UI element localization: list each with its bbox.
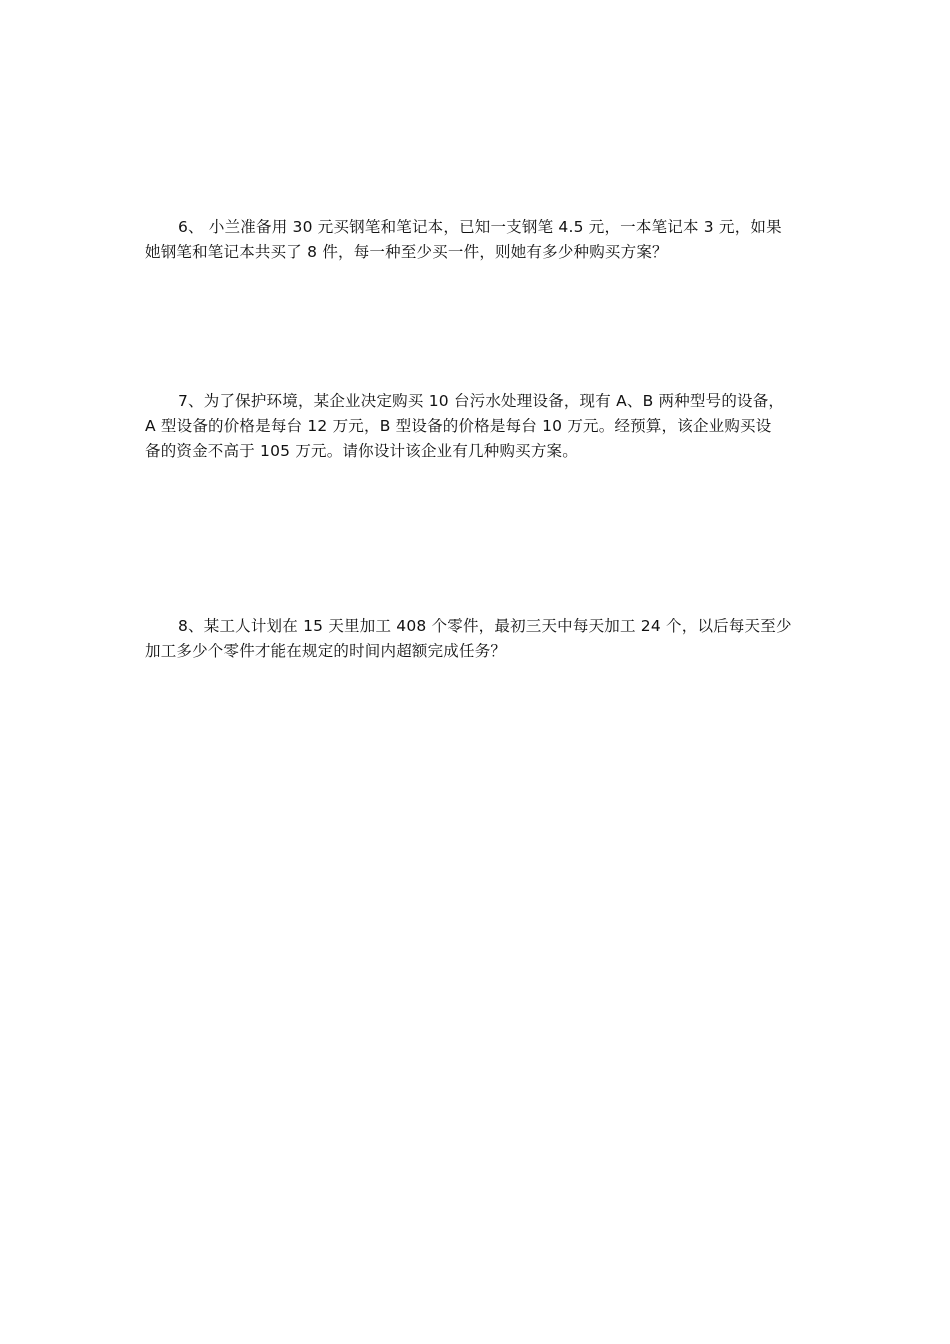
problem-6 [145, 215, 815, 265]
problem-7-line-3: 备的资金不高于 105 万元。请你设计该企业有几种购买方案。 [145, 442, 578, 460]
problem-6-line-2: 她钢笔和笔记本共买了 8 件，每一种至少买一件，则她有多少种购买方案？ [145, 243, 668, 261]
problem-7-line-1: 7、为了保护环境，某企业决定购买 10 台污水处理设备，现有 A、B 两种型号的设备， [178, 392, 785, 410]
problem-8-line-2: 加工多少个零件才能在规定的时间内超额完成任务？ [145, 642, 507, 660]
problem-6-line-1: 6、 小兰准备用 30 元买钢笔和笔记本，已知一支钢笔 4.5 元，一本笔记本 3 元，如果 [178, 218, 782, 236]
problem-7-line-2: A 型设备的价格是每台 12 万元，B 型设备的价格是每台 10 万元。经预算，该企业购买设 [145, 417, 772, 435]
problem-7 [145, 389, 815, 464]
problem-8-line-1: 8、某工人计划在 15 天里加工 408 个零件，最初三天中每天加工 24 个，以后每天至少 [178, 617, 792, 635]
problem-8 [145, 614, 815, 664]
